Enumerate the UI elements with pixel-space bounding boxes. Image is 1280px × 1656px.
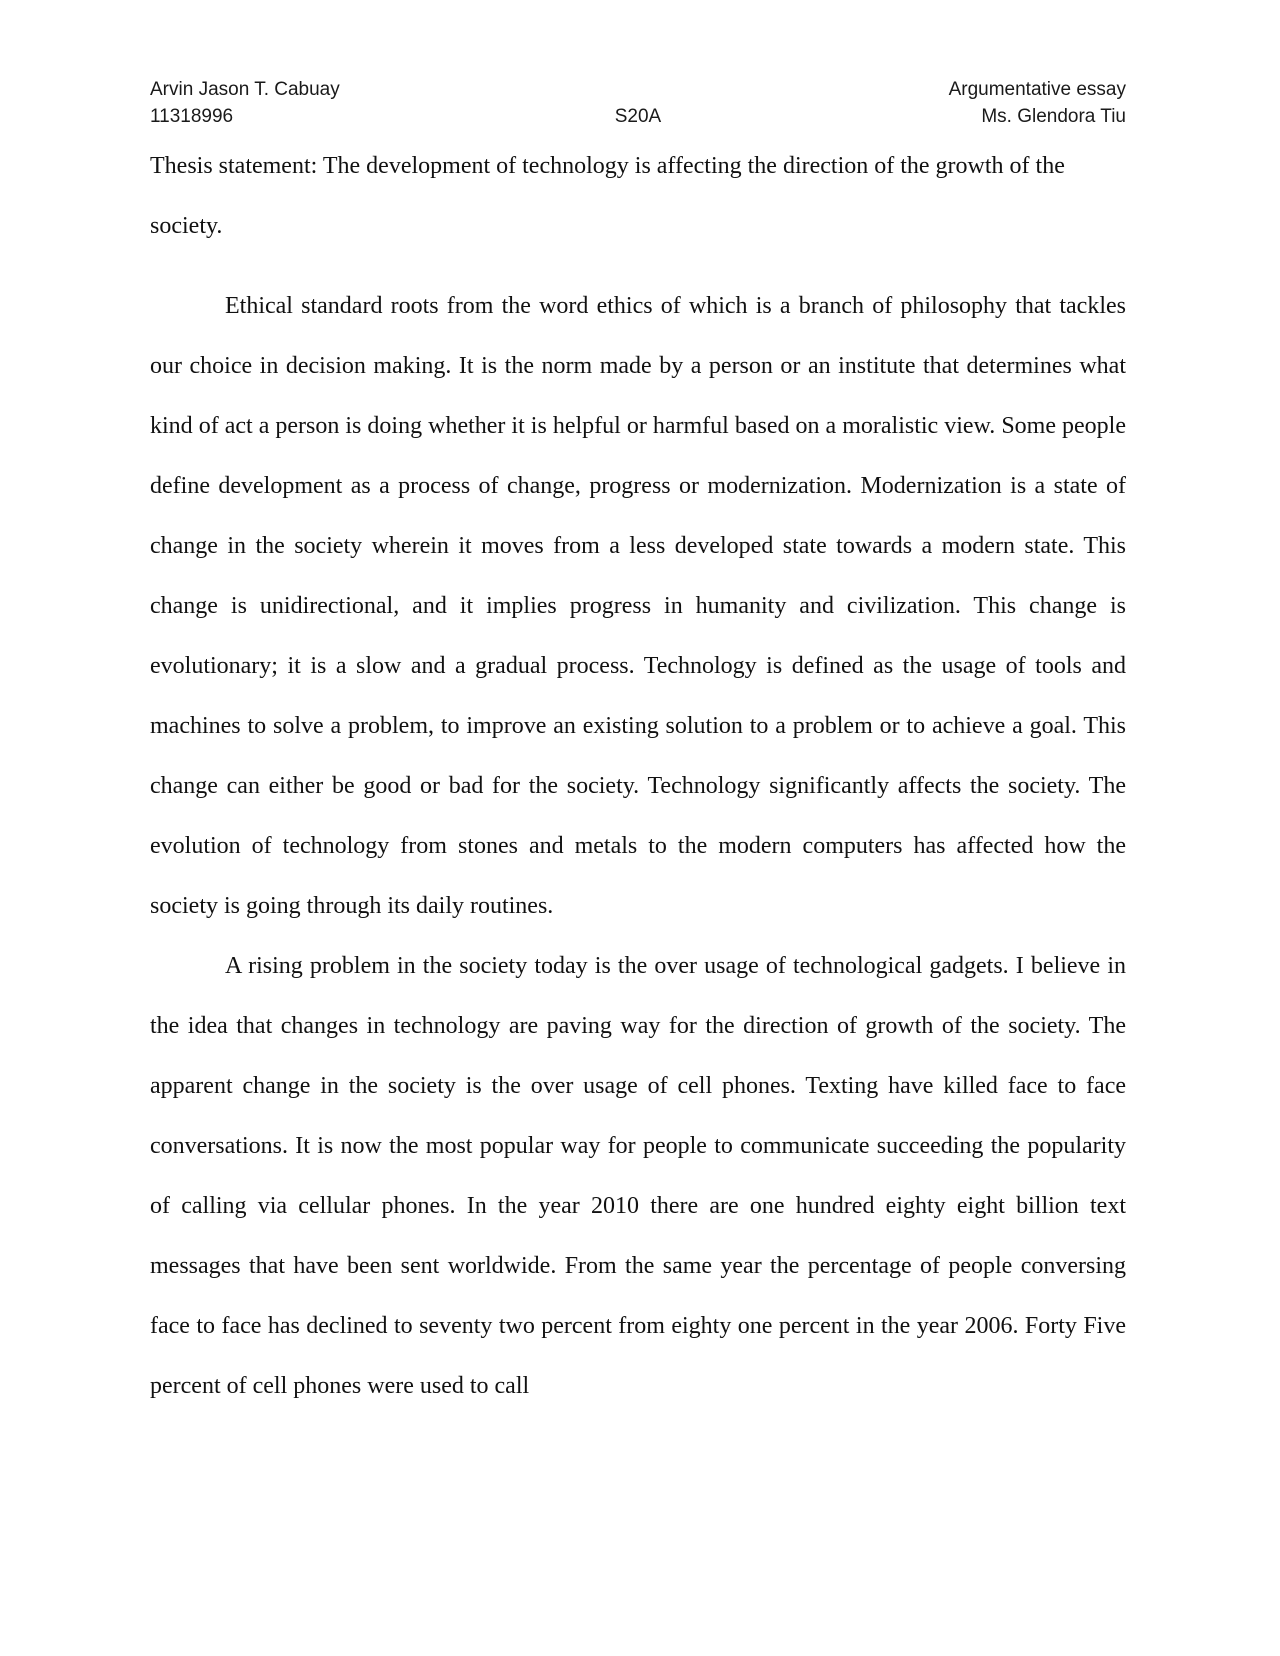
paragraph-2: A rising problem in the society today is the over usage of technological gadgets. I believe in the idea that changes in technology are paving way for the direction of growth of the society. The apparent change in the society is the over usage of cell phones. Texting have killed face to face conversations. It is now the most popular way for people to communicate succeeding the popularity of calling via cellular phones. In the year 2010 there are one hundred eighty eight billion text messages that have been sent worldwide. From the same year the percentage of people conversing face to face has declined to seventy two percent from eighty one percent in the year 2006. Forty Five percent of cell phones were used to call — [150, 953, 1126, 1399]
header-right — [949, 76, 1126, 130]
page-header — [150, 76, 1126, 132]
section-code: S20A — [614, 106, 662, 127]
student-id: 11318996 — [150, 106, 234, 127]
instructor-name: Ms. Glendora Tiu — [981, 106, 1126, 127]
paragraph-1: Ethical standard roots from the word ethics of which is a branch of philosophy that tackles our choice in decision making. It is the norm made by a person or an institute that determines what kind of act a person is doing whether it is helpful or harmful based on a moralistic view. Some people define development as a process of change, progress or modernization. Modernization is a state of change in the society wherein it moves from a less developed state towards a modern state. This change is unidirectional, and it implies progress in humanity and civilization. This change is evolutionary; it is a slow and a gradual process. Technology is defined as the usage of tools and machines to solve a problem, to improve an existing solution to a problem or to achieve a goal. This change can either be good or bad for the society. Technology significantly affects the society. The evolution of technology from stones and metals to the modern computers has affected how the society is going through its daily routines. — [150, 293, 1126, 919]
author-name: Arvin Jason T. Cabuay — [150, 79, 340, 100]
essay-body — [150, 136, 1126, 1416]
thesis-statement: Thesis statement: The development of technology is affecting the direction of the growth of the society. — [150, 153, 1065, 239]
document-type: Argumentative essay — [948, 79, 1126, 100]
